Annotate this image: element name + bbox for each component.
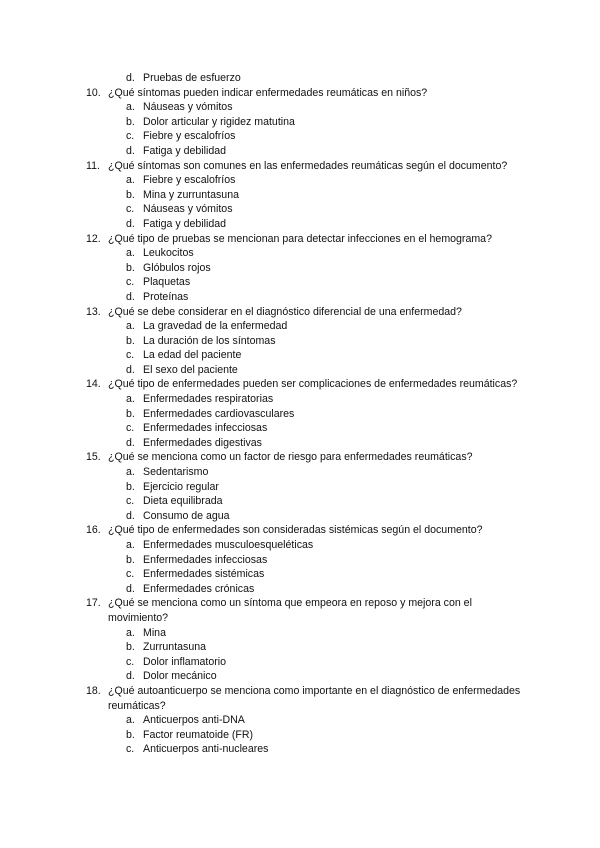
option-text: Fiebre y escalofríos <box>143 174 236 187</box>
option-letter: d. <box>126 72 135 84</box>
option-letter: a. <box>126 714 135 727</box>
option-letter: b. <box>126 728 135 741</box>
answer-option <box>0 509 600 524</box>
question-block <box>0 86 600 159</box>
option-text: Mina y zurruntasuna <box>143 188 239 201</box>
answer-option <box>0 553 600 568</box>
option-letter: a. <box>126 101 135 114</box>
option-letter: d. <box>126 436 135 449</box>
answer-option <box>0 640 600 655</box>
question-stem <box>0 523 528 538</box>
question-text: ¿Qué tipo de pruebas se mencionan para detectar infecciones en el hemograma? <box>108 232 492 245</box>
option-text: Leukocitos <box>143 247 194 260</box>
answer-option <box>0 173 600 188</box>
option-letter: d. <box>126 509 135 522</box>
question-text: ¿Qué autoanticuerpo se menciona como importante en el diagnóstico de enfermedades reumáticas? <box>108 684 521 712</box>
option-text: Zurruntasuna <box>143 641 207 654</box>
option-text: Fiebre y escalofríos <box>143 130 236 143</box>
option-letter: a. <box>126 539 135 551</box>
option-text: Enfermedades infecciosas <box>143 553 268 566</box>
question-block <box>0 159 600 232</box>
answer-option <box>0 538 600 553</box>
option-text: Enfermedades respiratorias <box>143 393 274 406</box>
option-letter: d. <box>126 363 135 376</box>
option-letter: a. <box>126 174 135 187</box>
option-letter: d. <box>126 144 135 157</box>
option-letter: c. <box>126 655 135 668</box>
answer-option <box>0 129 600 144</box>
answer-option <box>0 144 600 159</box>
answer-option <box>0 626 600 641</box>
option-letter: c. <box>126 203 135 216</box>
option-letter: b. <box>126 553 135 566</box>
answer-option <box>0 582 600 597</box>
option-text: Anticuerpos anti-DNA <box>143 714 245 727</box>
option-letter: d. <box>126 582 135 595</box>
question-block <box>0 596 600 684</box>
question-stem <box>0 377 528 392</box>
answer-option <box>0 319 600 334</box>
option-text: Mina <box>143 626 166 639</box>
option-text: Náuseas y vómitos <box>143 203 233 216</box>
option-list <box>0 465 600 523</box>
option-text: El sexo del paciente <box>143 363 238 376</box>
question-number: 15. <box>86 451 101 464</box>
option-letter: a. <box>126 393 135 406</box>
answer-option <box>0 202 600 217</box>
question-text: ¿Qué se debe considerar en el diagnóstico diferencial de una enfermedad? <box>108 305 462 318</box>
question-stem <box>0 684 528 713</box>
question-number: 13. <box>86 305 101 318</box>
question-number: 11. <box>86 159 100 172</box>
option-text: Anticuerpos anti-nucleares <box>143 743 269 756</box>
option-text: Enfermedades sistémicas <box>143 568 265 581</box>
option-text: Plaquetas <box>143 276 191 289</box>
option-list <box>0 392 600 450</box>
answer-option <box>0 348 600 363</box>
option-text: Proteínas <box>143 290 189 303</box>
question-block <box>0 684 600 757</box>
answer-option <box>0 100 600 115</box>
continued-options <box>0 71 600 86</box>
question-number: 18. <box>86 684 101 697</box>
question-number: 17. <box>86 597 101 610</box>
answer-option <box>0 567 600 582</box>
answer-option <box>0 742 600 757</box>
option-text: La edad del paciente <box>143 349 242 362</box>
answer-option <box>0 728 600 743</box>
option-text: La gravedad de la enfermedad <box>143 320 288 333</box>
question-list <box>0 71 600 757</box>
option-text: Pruebas de esfuerzo <box>143 72 241 84</box>
option-text: Dieta equilibrada <box>143 495 223 508</box>
option-text: Fatiga y debilidad <box>143 144 227 157</box>
option-letter: c. <box>126 568 135 581</box>
question-stem <box>0 596 528 625</box>
option-text: Sedentarismo <box>143 466 209 479</box>
option-letter: a. <box>126 320 135 333</box>
answer-option <box>0 480 600 495</box>
option-text: Consumo de agua <box>143 509 230 522</box>
question-stem <box>0 232 528 247</box>
option-letter: d. <box>126 670 135 683</box>
option-letter: c. <box>126 130 135 143</box>
option-text: Náuseas y vómitos <box>143 101 233 114</box>
option-text: Factor reumatoide (FR) <box>143 728 254 741</box>
answer-option <box>0 334 600 349</box>
option-letter: c. <box>126 276 135 289</box>
question-block <box>0 450 600 523</box>
answer-option <box>0 261 600 276</box>
question-stem <box>0 450 528 465</box>
question-number: 12. <box>86 232 101 245</box>
option-letter: b. <box>126 188 135 201</box>
question-stem <box>0 159 528 174</box>
question-number: 16. <box>86 524 101 537</box>
option-list <box>0 538 600 596</box>
answer-option <box>0 407 600 422</box>
question-stem <box>0 86 528 101</box>
answer-option <box>0 392 600 407</box>
answer-option <box>0 421 600 436</box>
question-block <box>0 232 600 305</box>
answer-option <box>0 275 600 290</box>
question-text: ¿Qué síntomas son comunes en las enfermedades reumáticas según el documento? <box>108 159 508 172</box>
option-letter: c. <box>126 743 135 756</box>
answer-option <box>0 115 600 130</box>
option-letter: a. <box>126 247 135 260</box>
option-letter: b. <box>126 480 135 493</box>
option-text: Enfermedades infecciosas <box>143 422 268 435</box>
option-letter: a. <box>126 466 135 479</box>
option-letter: a. <box>126 626 135 639</box>
option-letter: d. <box>126 290 135 303</box>
option-list <box>0 626 600 684</box>
question-text: ¿Qué tipo de enfermedades son consideradas sistémicas según el documento? <box>108 524 483 537</box>
option-letter: b. <box>126 334 135 347</box>
answer-option <box>0 188 600 203</box>
answer-option <box>0 669 600 684</box>
question-text: ¿Qué se menciona como un síntoma que empeora en reposo y mejora con el movimiento? <box>108 597 472 624</box>
answer-option <box>0 290 600 305</box>
option-letter: c. <box>126 495 135 508</box>
option-text: Enfermedades musculoesqueléticas <box>143 539 314 551</box>
option-text: Fatiga y debilidad <box>143 217 227 230</box>
answer-option <box>0 71 600 86</box>
question-text: ¿Qué tipo de enfermedades pueden ser complicaciones de enfermedades reumáticas? <box>108 378 518 391</box>
option-letter: c. <box>126 422 135 435</box>
question-block <box>0 377 600 450</box>
option-list <box>0 173 600 231</box>
option-letter: b. <box>126 641 135 654</box>
option-list <box>0 246 600 304</box>
option-text: Enfermedades crónicas <box>143 582 255 595</box>
option-letter: b. <box>126 261 135 274</box>
option-text: Ejercicio regular <box>143 480 219 493</box>
option-list <box>0 100 600 158</box>
question-text: ¿Qué se menciona como un factor de riesgo para enfermedades reumáticas? <box>108 451 473 464</box>
question-stem <box>0 305 528 320</box>
option-text: Dolor inflamatorio <box>143 655 227 668</box>
answer-option <box>0 363 600 378</box>
option-letter: b. <box>126 115 135 128</box>
option-letter: c. <box>126 349 135 362</box>
option-list <box>0 319 600 377</box>
answer-option <box>0 655 600 670</box>
question-block <box>0 523 600 596</box>
question-block <box>0 305 600 378</box>
question-number: 14. <box>86 378 101 391</box>
option-text: Enfermedades cardiovasculares <box>143 407 295 420</box>
option-text: Dolor articular y rigidez matutina <box>143 115 295 128</box>
answer-option <box>0 217 600 232</box>
question-text: ¿Qué síntomas pueden indicar enfermedades reumáticas en niños? <box>108 86 428 99</box>
answer-option <box>0 246 600 261</box>
answer-option <box>0 494 600 509</box>
question-number: 10. <box>86 86 101 99</box>
answer-option <box>0 436 600 451</box>
option-list <box>0 713 600 757</box>
answer-option <box>0 713 600 728</box>
option-letter: d. <box>126 217 135 230</box>
option-text: Glóbulos rojos <box>143 261 211 274</box>
answer-option <box>0 465 600 480</box>
option-text: La duración de los síntomas <box>143 334 276 347</box>
option-text: Enfermedades digestivas <box>143 436 262 449</box>
option-letter: b. <box>126 407 135 420</box>
option-text: Dolor mecánico <box>143 670 217 683</box>
